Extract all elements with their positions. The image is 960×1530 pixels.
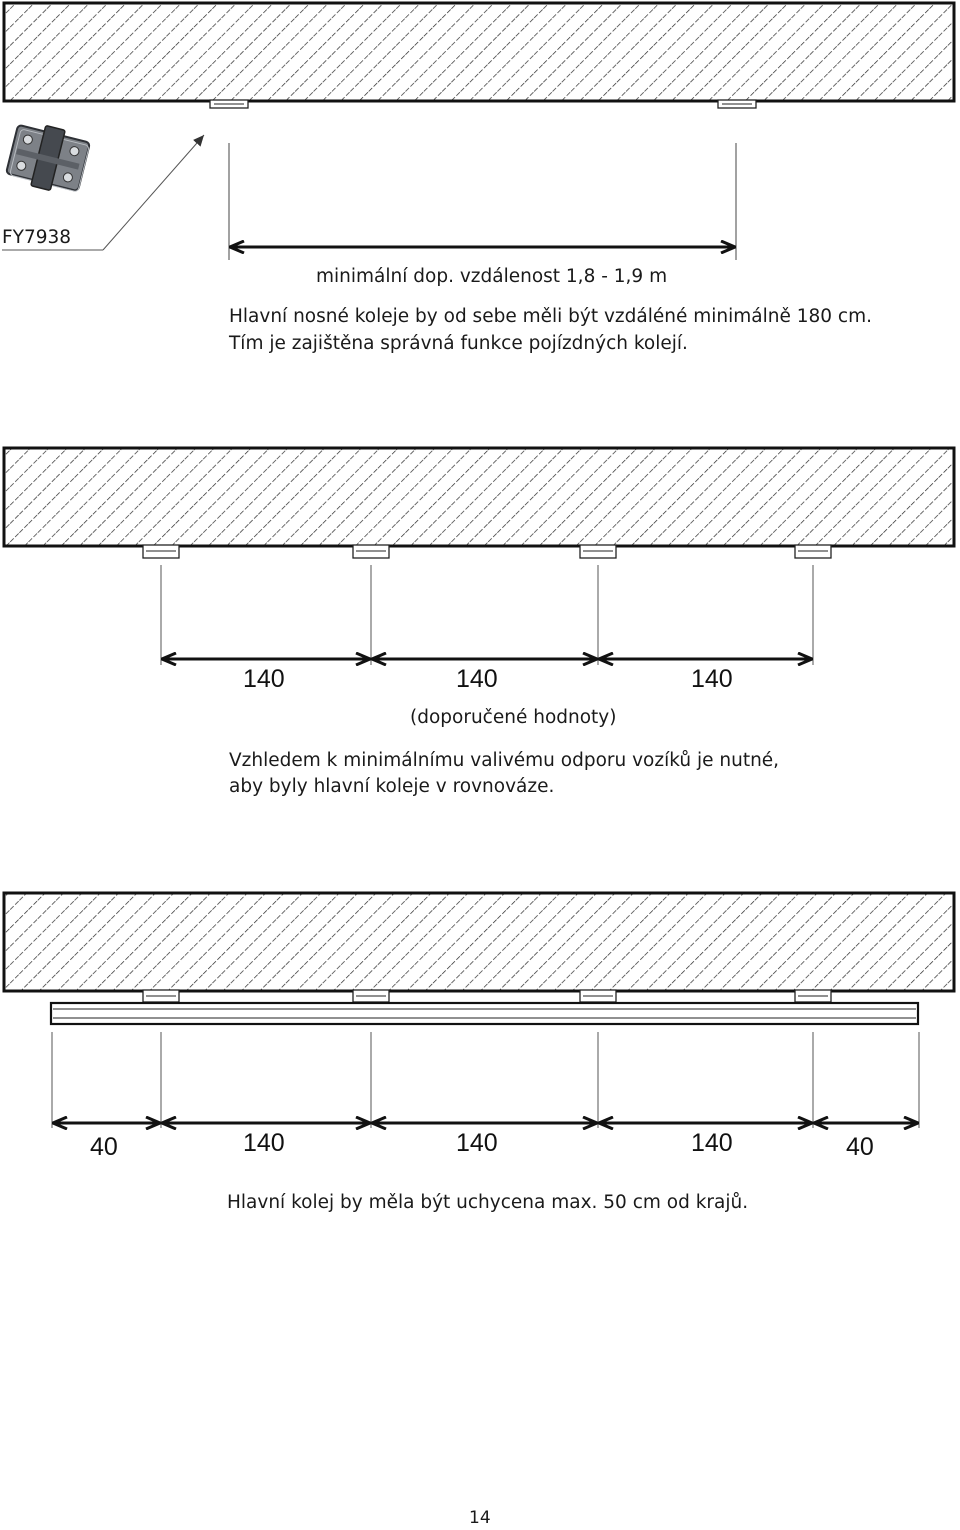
rail-clip: [143, 990, 179, 1002]
section1-diagram: [2, 3, 954, 260]
ceiling-beam-2: [4, 448, 954, 546]
bracket-clip-icon: [5, 119, 92, 197]
rail-clip: [210, 100, 248, 108]
section3-diagram: [4, 893, 954, 1128]
ceiling-beam-1: [4, 3, 954, 101]
leader-line: [103, 135, 204, 250]
min-distance-label: minimální dop. vzdálenost 1,8 - 1,9 m: [316, 266, 668, 287]
ceiling-beam-3: [4, 893, 954, 991]
note-2-line-2: aby byly hlavní koleje v rovnováze.: [229, 776, 555, 797]
dimension-label: 140: [243, 665, 285, 693]
rail-clip: [143, 545, 179, 558]
main-rail: [51, 1003, 918, 1024]
rail-clip: [795, 990, 831, 1002]
dimension-label: 140: [456, 1129, 498, 1157]
section2-diagram: [4, 448, 954, 665]
note-1-line-1: Hlavní nosné koleje by od sebe měli být vzdáléné minimálně 180 cm.: [229, 306, 873, 327]
rail-clip: [580, 990, 616, 1002]
dimension-label: 40: [846, 1133, 874, 1161]
note-1-line-2: Tím je zajištěna správná funkce pojízdných kolejí.: [229, 333, 688, 354]
note-3: Hlavní kolej by měla být uchycena max. 50 cm od krajů.: [227, 1192, 749, 1213]
dimension-label: 140: [691, 665, 733, 693]
dimension-label: 40: [90, 1133, 118, 1161]
dimension-label: 140: [243, 1129, 285, 1157]
note-2-line-1: Vzhledem k minimálnímu valivému odporu vozíků je nutné,: [229, 750, 780, 771]
rail-clip: [795, 545, 831, 558]
part-code-label: FY7938: [2, 227, 72, 248]
page-number: 14: [469, 1508, 491, 1528]
rail-clip: [353, 545, 389, 558]
dimension-label: 140: [691, 1129, 733, 1157]
recommended-values-label: (doporučené hodnoty): [410, 707, 617, 728]
rail-clip: [353, 990, 389, 1002]
dimension-label: 140: [456, 665, 498, 693]
rail-clip: [718, 100, 756, 108]
rail-clip: [580, 545, 616, 558]
